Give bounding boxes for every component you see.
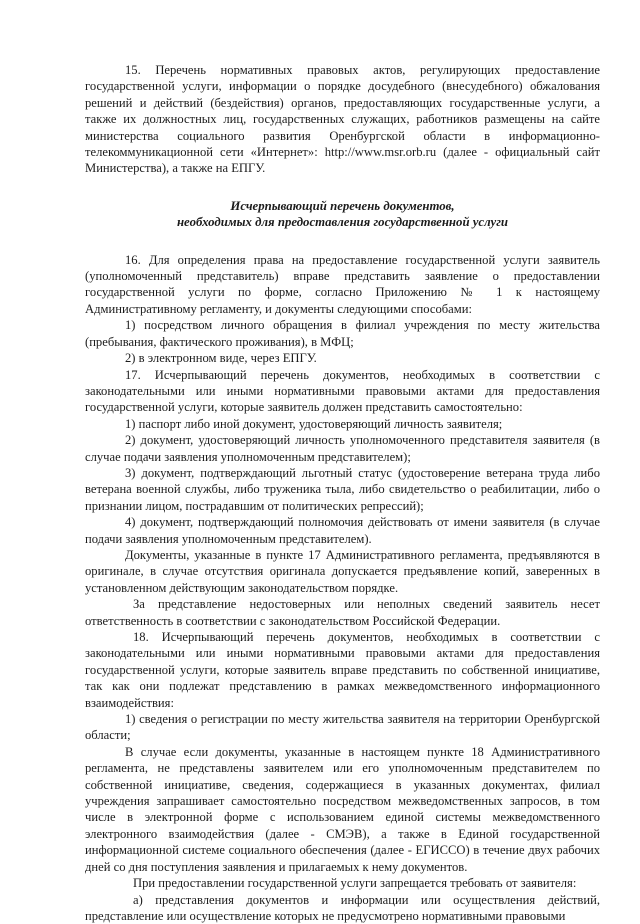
heading-line-2: необходимых для предоставления государственной услуги [85,214,600,230]
list-item-16-1: 1) посредством личного обращения в филиал учреждения по месту жительства (пребывания, фактического проживания), в МФЦ; [85,317,600,350]
list-item-16-2: 2) в электронном виде, через ЕПГУ. [85,350,600,366]
paragraph-15: 15. Перечень нормативных правовых актов, регулирующих предоставление государственной услуги, информации о порядке досудебного (внесудебного) обжалования решений и действий (бездействия) органов, предоставляющих государственные услуги, а также их должностных лиц, государственных служащих, работников размещены на сайте министерства социального развития Оренбургской области в информационно-телекоммуникационной сети «Интернет»: http://www.msr.orb.ru (далее - официальный сайт Министерства), а также на ЕПГУ. [85,62,600,177]
section-heading [85,198,600,231]
list-item-18-1: 1) сведения о регистрации по месту жительства заявителя на территории Оренбургской области; [85,711,600,744]
paragraph-17: 17. Исчерпывающий перечень документов, необходимых в соответствии с законодательными или иными нормативными правовыми актами для предоставления государственной услуги, которые заявитель должен представить самостоятельно: [85,367,600,416]
list-item-17-1: 1) паспорт либо иной документ, удостоверяющий личность заявителя; [85,416,600,432]
paragraph-18: 18. Исчерпывающий перечень документов, необходимых в соответствии с законодательными или иными нормативными правовыми актами для предоставления государственной услуги, которые заявитель вправе представить по собственной инициативе, так как они подлежат представлению в рамках межведомственного информационного взаимодействия: [85,629,600,711]
list-item-prohibited-a: а) представления документов и информации или осуществления действий, представление или осуществление которых не предусмотрено нормативными правовыми [85,892,600,924]
paragraph-prohibited: При предоставлении государственной услуги запрещается требовать от заявителя: [85,875,600,891]
list-item-17-2: 2) документ, удостоверяющий личность уполномоченного представителя заявителя (в случае подачи заявления уполномоченным представителем); [85,432,600,465]
paragraph-documents-original: Документы, указанные в пункте 17 Административного регламента, предъявляются в оригинале, в случае отсутствия оригинала допускается предъявление копий, заверенных в установленном действующим законодательством порядке. [85,547,600,596]
paragraph-responsibility: За представление недостоверных или неполных сведений заявитель несет ответственность в соответствии с законодательством Российской Федерации. [85,596,600,629]
list-item-17-4: 4) документ, подтверждающий полномочия действовать от имени заявителя (в случае подачи заявления уполномоченным представителем). [85,514,600,547]
paragraph-interagency-requests: В случае если документы, указанные в настоящем пункте 18 Административного регламента, не представлены заявителем или его уполномоченным представителем по собственной инициативе, сведения, содержащиеся в указанных документах, филиал учреждения запрашивает самостоятельно посредством межведомственных запросов, в том числе в электронной форме с использованием единой системы межведомственного электронного взаимодействия (далее - СМЭВ), а также в Единой государственной информационной системе социального обеспечения (далее - ЕГИССО) в течение двух рабочих дней со дня поступления заявления и прилагаемых к нему документов. [85,744,600,875]
list-item-17-3: 3) документ, подтверждающий льготный статус (удостоверение ветерана труда либо ветерана военной службы, либо труженика тыла, либо свидетельство о реабилитации, либо о признании лицом, пострадавшим от политических репрессий); [85,465,600,514]
heading-line-1: Исчерпывающий перечень документов, [85,198,600,214]
paragraph-16: 16. Для определения права на предоставление государственной услуги заявитель (уполномоченный представитель) вправе представить заявление о предоставлении государственной услуги по форме, согласно Приложению № 1 к настоящему Административному регламенту, и документы следующими способами: [85,252,600,318]
